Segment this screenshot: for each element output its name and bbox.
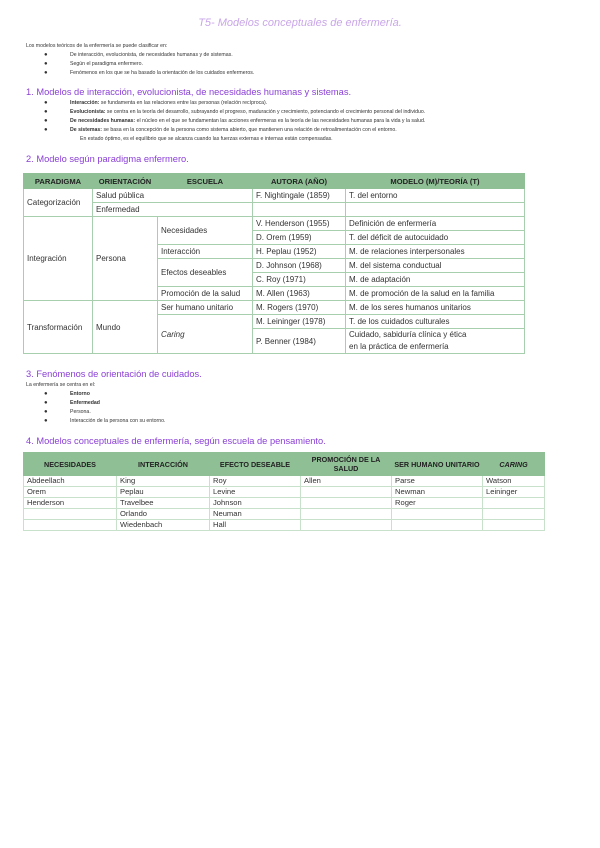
intro-bullet: ● De interacción, evolucionista, de necesidades humanas y de sistemas. — [44, 52, 233, 58]
table-header: MODELO (M)/TEORÍA (T) — [346, 174, 525, 189]
table-cell: V. Henderson (1955) — [253, 217, 346, 231]
table-header: CARING — [483, 453, 545, 476]
page-title: T5- Modelos conceptuales de enfermería. — [198, 17, 402, 29]
section1-heading: 1. Modelos de interacción, evolucionista, de necesidades humanas y sistemas. — [26, 87, 352, 97]
table-cell — [483, 498, 545, 509]
table-cell: M. de promoción de la salud en la familia — [346, 287, 525, 301]
table-cell: Wiedenbach — [117, 520, 210, 531]
table-cell: T. del déficit de autocuidado — [346, 231, 525, 245]
table-cell: Johnson — [210, 498, 301, 509]
table-cell: Interacción — [158, 245, 253, 259]
table-cell: Leininger — [483, 487, 545, 498]
table-cell — [301, 520, 392, 531]
table-header: SER HUMANO UNITARIO — [392, 453, 483, 476]
table-cell: Caring — [158, 315, 253, 354]
table-cell: Cuidado, sabiduría clínica y ética en la práctica de enfermería — [346, 329, 525, 354]
table-cell — [392, 509, 483, 520]
table-cell: Peplau — [117, 487, 210, 498]
table-cell: Necesidades — [158, 217, 253, 245]
table-cell: Neuman — [210, 509, 301, 520]
table-cell — [301, 509, 392, 520]
table-cell: Efectos deseables — [158, 259, 253, 287]
table-header: ORIENTACIÓN — [93, 174, 158, 189]
table-cell: Roger — [392, 498, 483, 509]
table-cell: F. Nightingale (1859) — [253, 189, 346, 203]
table-cell: Orem — [24, 487, 117, 498]
table-cell — [24, 520, 117, 531]
table-cell — [346, 203, 525, 217]
table-cell: Roy — [210, 476, 301, 487]
table-cell: M. de los seres humanos unitarios — [346, 301, 525, 315]
table-cell — [253, 203, 346, 217]
table-cell: Abdeellach — [24, 476, 117, 487]
table-header: PARADIGMA — [24, 174, 93, 189]
paradigm-table — [23, 173, 525, 354]
table-cell: Categorización — [24, 189, 93, 217]
table-cell: Henderson — [24, 498, 117, 509]
table-cell: Allen — [301, 476, 392, 487]
section3-bullet: ● Interacción de la persona con su entorno. — [44, 418, 166, 424]
section3-bullet: ● Persona. — [44, 409, 91, 415]
table-cell: H. Peplau (1952) — [253, 245, 346, 259]
table-cell: Mundo — [93, 301, 158, 354]
table-cell: C. Roy (1971) — [253, 273, 346, 287]
section1-bullet: ● Evolucionista: se centra en la teoría del desarrollo, subrayando el progreso, maduración y crecimiento, potenciando el crecimiento personal del individuo. — [44, 109, 426, 115]
table-cell: Levine — [210, 487, 301, 498]
table-cell: M. Allen (1963) — [253, 287, 346, 301]
table-cell — [483, 509, 545, 520]
table-header: NECESIDADES — [24, 453, 117, 476]
table-header: ESCUELA — [158, 174, 253, 189]
section1-bullet: ● Interacción: se fundamenta en las relaciones entre las personas (relación recíproca). — [44, 100, 268, 106]
table-cell: Travelbee — [117, 498, 210, 509]
table-cell: Enfermedad — [93, 203, 253, 217]
table-header: PROMOCIÓN DE LA SALUD — [301, 453, 392, 476]
table-cell: Newman — [392, 487, 483, 498]
table-cell: P. Benner (1984) — [253, 329, 346, 354]
table-cell: T. de los cuidados culturales — [346, 315, 525, 329]
table-cell: Definición de enfermería — [346, 217, 525, 231]
table-header: EFECTO DESEABLE — [210, 453, 301, 476]
table-cell — [392, 520, 483, 531]
table-cell: Promoción de la salud — [158, 287, 253, 301]
table-cell: M. Rogers (1970) — [253, 301, 346, 315]
table-header: AUTORA (AÑO) — [253, 174, 346, 189]
table-cell — [301, 487, 392, 498]
table-cell — [24, 509, 117, 520]
section4-heading: 4. Modelos conceptuales de enfermería, según escuela de pensamiento. — [26, 436, 326, 446]
table-cell: Watson — [483, 476, 545, 487]
table-cell: King — [117, 476, 210, 487]
table-cell: D. Orem (1959) — [253, 231, 346, 245]
table-cell: Integración — [24, 217, 93, 301]
section3-text: La enfermería se centra en el: — [26, 382, 96, 388]
table-header: INTERACCIÓN — [117, 453, 210, 476]
table-cell: Persona — [93, 217, 158, 301]
section3-bullet: ● Enfermedad — [44, 400, 100, 406]
intro-bullet: ● Fenómenos en los que se ha basado la orientación de los cuidados enfermeros. — [44, 70, 255, 76]
table-cell — [301, 498, 392, 509]
table-cell: M. Leininger (1978) — [253, 315, 346, 329]
table-cell: M. de adaptación — [346, 273, 525, 287]
section1-bullet: ● De necesidades humanas: el núcleo en el que se fundamentan las acciones enfermeras es la teoría de las necesidades humanas para la vida y la salud. — [44, 118, 426, 124]
table-cell: M. de relaciones interpersonales — [346, 245, 525, 259]
table-cell: Parse — [392, 476, 483, 487]
table-cell: D. Johnson (1968) — [253, 259, 346, 273]
schools-table — [23, 452, 545, 531]
table-cell: Orlando — [117, 509, 210, 520]
section3-heading: 3. Fenómenos de orientación de cuidados. — [26, 369, 202, 379]
table-cell: Salud pública — [93, 189, 253, 203]
table-cell: Ser humano unitario — [158, 301, 253, 315]
table-cell: Hall — [210, 520, 301, 531]
section2-heading: 2. Modelo según paradigma enfermero. — [26, 154, 189, 164]
section1-bullet: ● De sistemas: se basa en la concepción de la persona como sistema abierto, que mantienen una relación de retroalimentación con el entorno. — [44, 127, 397, 133]
intro-bullet: ● Según el paradigma enfermero. — [44, 61, 143, 67]
intro-text: Los modelos teóricos de la enfermería se puede clasificar en: — [26, 43, 168, 49]
table-cell: Transformación — [24, 301, 93, 354]
section3-bullet: ● Entorno — [44, 391, 90, 397]
table-cell — [483, 520, 545, 531]
table-cell: T. del entorno — [346, 189, 525, 203]
table-cell: M. del sistema conductual — [346, 259, 525, 273]
section1-subnote: En estado óptimo, es el equilibrio que se alcanza cuando las fuerzas externas e internas están compensadas. — [80, 136, 333, 142]
